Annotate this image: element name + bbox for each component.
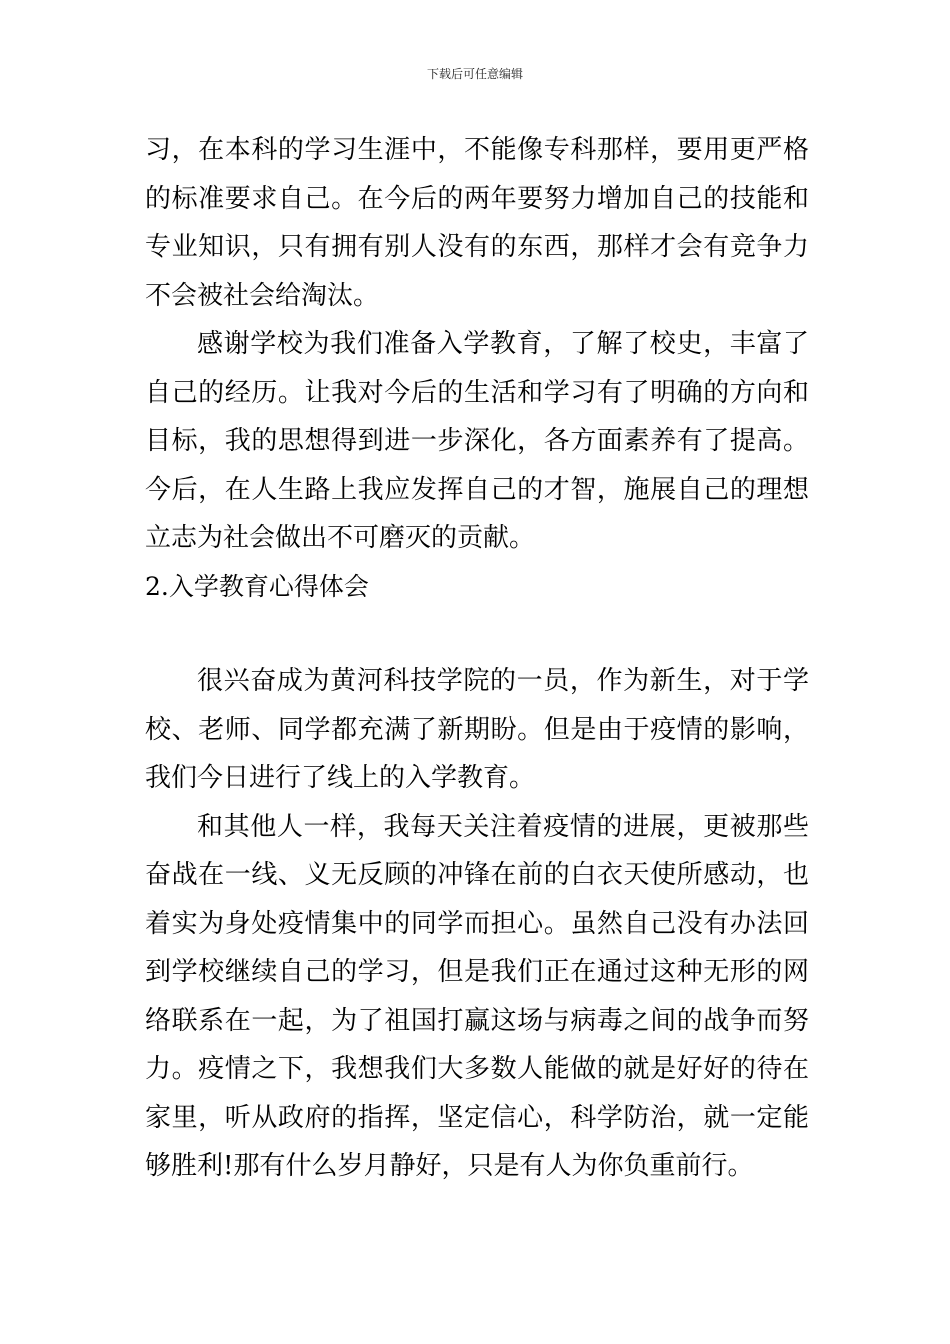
- paragraph-thanks: 感谢学校为我们准备入学教育，了解了校史，丰富了自己的经历。让我对今后的生活和学习有了明确的方向和目标，我的思想得到进一步深化，各方面素养有了提高。今后，在人生路上我应发挥自己的才智，施展自己的理想立志为社会做出不可磨灭的贡献。: [145, 329, 809, 553]
- paragraph-intro: 很兴奋成为黄河科技学院的一员，作为新生，对于学校、老师、同学都充满了新期盼。但是由于疫情的影响，我们今日进行了线上的入学教育。: [145, 666, 809, 793]
- section-spacer: [145, 611, 809, 657]
- paragraph-continuation: 习，在本科的学习生涯中，不能像专科那样，要用更严格的标准要求自己。在今后的两年要努力增加自己的技能和专业知识，只有拥有别人没有的东西，那样才会有竞争力不会被社会给淘汰。: [145, 135, 809, 311]
- document-body: [145, 126, 809, 1191]
- page-header-note: 下载后可任意编辑: [426, 67, 523, 81]
- paragraph-epidemic: 和其他人一样，我每天关注着疫情的进展，更被那些奋战在一线、义无反顾的冲锋在前的白衣天使所感动，也着实为身处疫情集中的同学而担心。虽然自己没有办法回到学校继续自己的学习，但是我们正在通过这种无形的网络联系在一起，为了祖国打赢这场与病毒之间的战争而努力。疫情之下，我想我们大多数人能做的就是好好的待在家里，听从政府的指挥，坚定信心，科学防治，就一定能够胜利!那有什么岁月静好，只是有人为你负重前行。: [145, 811, 809, 1181]
- section-heading: 2.入学教育心得体会: [145, 571, 369, 601]
